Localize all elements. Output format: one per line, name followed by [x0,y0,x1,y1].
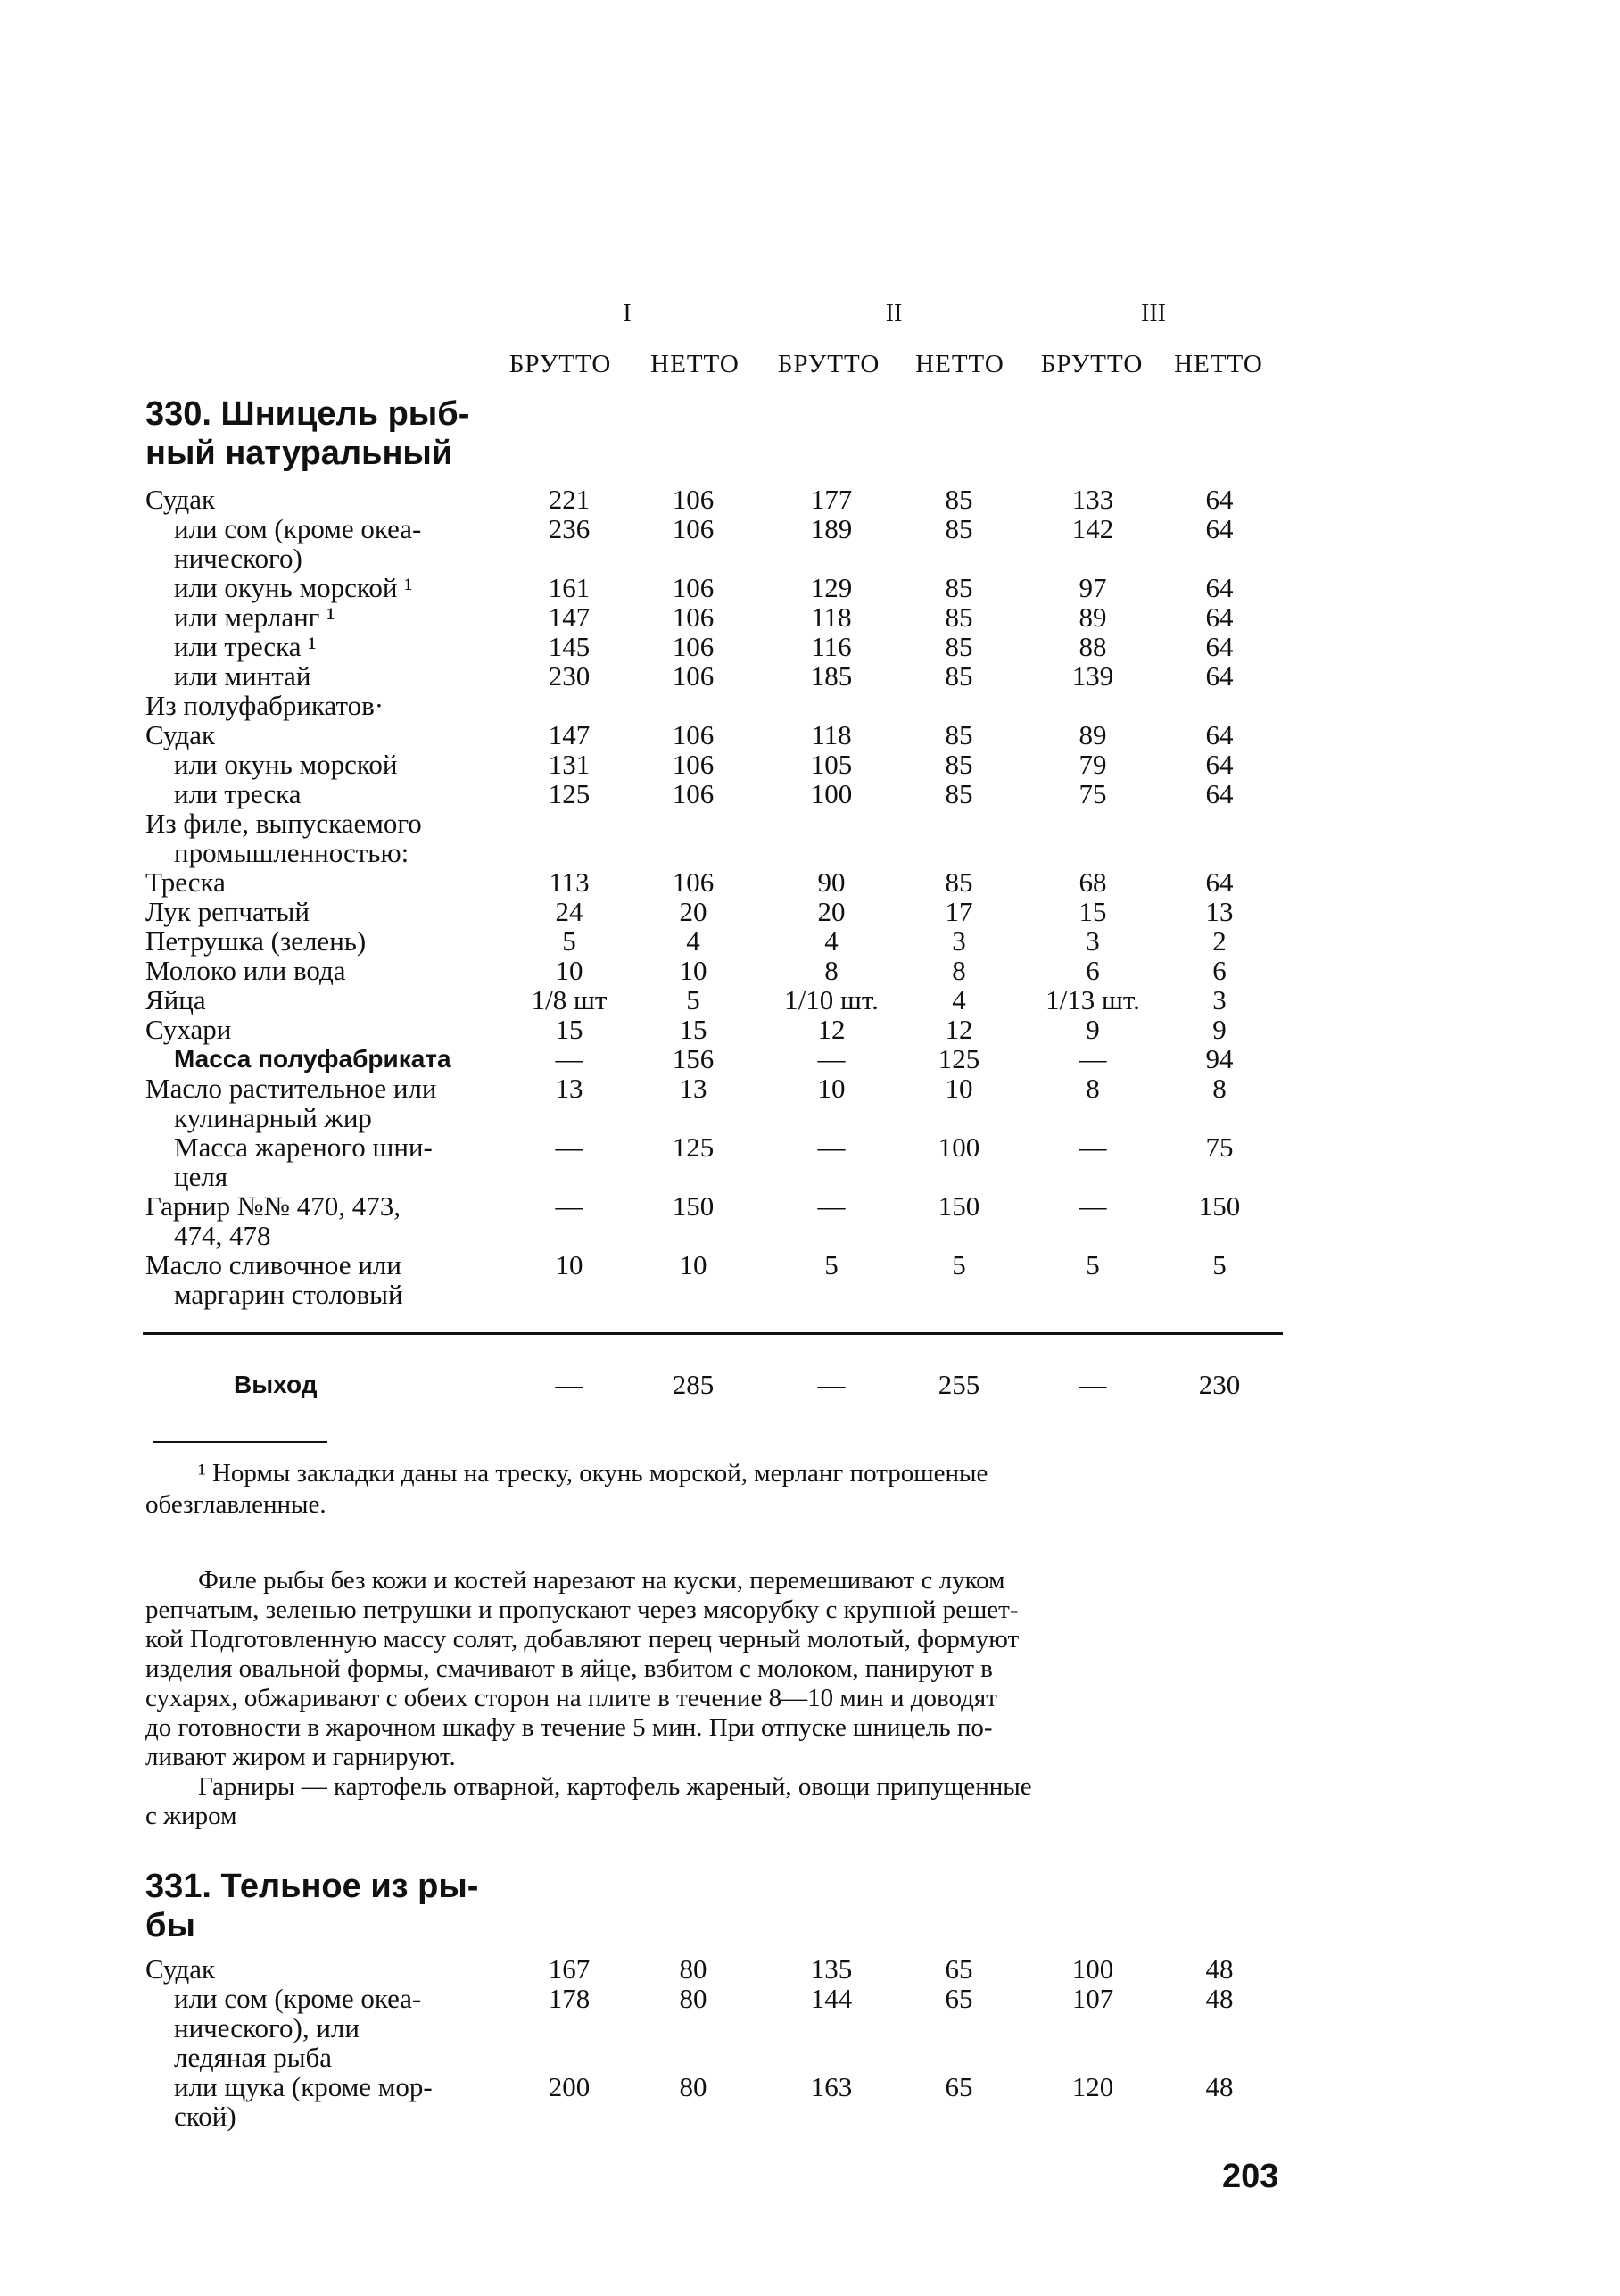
quantity-cell: 10 [679,1249,707,1281]
table-row [0,1015,1620,1044]
quantity-cell: 131 [548,749,591,780]
quantity-cell: 100 [938,1131,980,1163]
table-row [0,750,1620,779]
quantity-cell: 64 [1205,866,1234,898]
quantity-cell: 118 [811,601,852,633]
ingredient-label: Из филе, выпускаемого [145,808,422,839]
quantity-cell: 120 [1071,2071,1114,2102]
quantity-cell: 145 [548,631,591,662]
quantity-cell: 88 [1079,631,1107,662]
quantity-cell: 85 [945,513,973,544]
quantity-cell: 15 [679,1014,707,1045]
quantity-cell: 133 [1071,484,1114,515]
ingredient-label: Петрушка (зелень) [145,925,367,957]
quantity-cell: 150 [938,1190,980,1222]
quantity-cell: — [1079,1131,1107,1163]
quantity-cell: 64 [1205,572,1234,603]
ingredient-label: промышленностью: [174,837,409,868]
ingredient-label: Из полуфабрикатов· [145,690,384,721]
quantity-cell: 150 [1198,1190,1241,1222]
quantity-cell: 178 [548,1983,591,2014]
method-line: сухарях, обжаривают с обеих сторон на плите в течение 8—10 мин и доводят [145,1684,997,1712]
group-header-1: I [623,300,632,327]
quantity-cell: 230 [548,660,591,692]
quantity-cell: 10 [817,1073,846,1104]
quantity-cell: 5 [952,1249,966,1281]
quantity-cell: 48 [1205,2071,1234,2102]
ingredient-label: нического), или [174,2012,360,2043]
quantity-cell: 8 [952,955,966,986]
ingredient-label: Молоко или вода [145,955,346,986]
col-header-netto-3: НЕТТО [1174,350,1263,378]
footnote-rule [153,1441,327,1443]
quantity-cell: 156 [672,1043,715,1074]
quantity-cell: 12 [945,1014,973,1045]
yield-value: 285 [672,1369,715,1400]
table-row [0,1132,1620,1191]
quantity-cell: — [817,1043,846,1074]
quantity-cell: 20 [817,896,846,927]
table-row [0,1073,1620,1132]
quantity-cell: 125 [672,1131,715,1163]
quantity-cell: 24 [555,896,583,927]
recipe-331-title-line1: 331. Тельное из ры- [145,1868,479,1905]
yield-value: 255 [938,1369,980,1400]
footnote-line: ¹ Нормы закладки даны на треску, окунь морской, мерланг потрошеные [198,1459,988,1488]
quantity-cell: 1/13 шт. [1046,984,1140,1015]
quantity-cell: 85 [945,778,973,809]
col-header-brutto-2: БРУТТО [777,350,880,378]
table-row [0,485,1620,514]
quantity-cell: 85 [945,601,973,633]
quantity-cell: 5 [1212,1249,1227,1281]
ingredient-label: кулинарный жир [174,1102,372,1133]
table-row [0,956,1620,985]
quantity-cell: 167 [548,1953,591,1985]
ingredient-label: Судак [145,719,216,750]
quantity-cell: 64 [1205,601,1234,633]
quantity-cell: 15 [555,1014,583,1045]
quantity-cell: 4 [824,925,839,957]
table-row [0,1250,1620,1309]
quantity-cell: 1/10 шт. [784,984,879,1015]
quantity-cell: 106 [672,513,715,544]
method-line: репчатым, зеленью петрушки и пропускают через мясорубку с крупной решет- [145,1596,1019,1624]
quantity-cell: 129 [810,572,853,603]
ingredient-label: или сом (кроме океа- [174,1983,422,2014]
quantity-cell: — [1079,1043,1107,1074]
quantity-cell: 221 [548,484,591,515]
group-header-2: II [885,300,903,327]
quantity-cell: 85 [945,572,973,603]
quantity-cell: 89 [1079,719,1107,750]
col-header-brutto-1: БРУТТО [508,350,612,378]
col-header-brutto-3: БРУТТО [1040,350,1144,378]
table-row [0,573,1620,602]
quantity-cell: 4 [686,925,700,957]
quantity-cell: 85 [945,719,973,750]
method-line: изделия овальной формы, смачивают в яйце, взбитом с молоком, панируют в [145,1654,993,1683]
quantity-cell: 106 [672,866,715,898]
quantity-cell: 65 [945,1953,973,1985]
quantity-cell: 105 [810,749,853,780]
quantity-cell: 68 [1079,866,1107,898]
quantity-cell: 5 [686,984,700,1015]
quantity-cell: 142 [1071,513,1114,544]
yield-value: — [1079,1369,1107,1400]
ingredient-label: или треска [174,778,302,809]
quantity-cell: 100 [1071,1953,1114,1985]
ingredient-label: Гарнир №№ 470, 473, [145,1190,401,1222]
col-header-netto-2: НЕТТО [915,350,1004,378]
quantity-cell: 1/8 шт [531,984,608,1015]
quantity-cell: 94 [1205,1043,1234,1074]
quantity-cell: 5 [562,925,576,957]
quantity-cell: 20 [679,896,707,927]
recipe-331-title-line2: бы [145,1907,195,1944]
ingredient-label: Треска [145,866,226,898]
quantity-cell: 113 [549,866,590,898]
quantity-cell: 10 [555,955,583,986]
yield-label: Выход [234,1371,318,1398]
quantity-cell: 80 [679,1953,707,1985]
quantity-cell: 4 [952,984,966,1015]
quantity-cell: 97 [1079,572,1107,603]
quantity-cell: 12 [817,1014,846,1045]
table-bottom-rule [143,1332,1283,1335]
yield-row [0,1370,1620,1399]
ingredient-label: Судак [145,484,216,515]
quantity-cell: 75 [1079,778,1107,809]
quantity-cell: 10 [679,955,707,986]
quantity-cell: 106 [672,660,715,692]
quantity-cell: 135 [810,1953,853,1985]
quantity-cell: 161 [548,572,591,603]
quantity-cell: 147 [548,601,591,633]
quantity-cell: 64 [1205,749,1234,780]
method-line: ливают жиром и гарнируют. [145,1743,456,1771]
ingredient-label: или минтай [174,660,311,692]
quantity-cell: — [555,1190,583,1222]
table-row [0,1984,1620,2072]
ingredient-label: Масло сливочное или [145,1249,401,1281]
table-row [0,985,1620,1015]
quantity-cell: 13 [555,1073,583,1104]
quantity-cell: 106 [672,631,715,662]
quantity-cell: 13 [1205,896,1234,927]
table-row [0,926,1620,956]
ingredient-label: Масса жареного шни- [174,1131,433,1163]
quantity-cell: — [555,1043,583,1074]
ingredient-label: нического) [174,543,302,574]
table-row [0,1044,1620,1073]
quantity-cell: 64 [1205,719,1234,750]
quantity-cell: 177 [810,484,853,515]
quantity-cell: — [1079,1190,1107,1222]
quantity-cell: 79 [1079,749,1107,780]
quantity-cell: 75 [1205,1131,1234,1163]
quantity-cell: 144 [810,1983,853,2014]
quantity-cell: 85 [945,631,973,662]
quantity-cell: 3 [1212,984,1227,1015]
ingredient-label: маргарин столовый [174,1279,403,1310]
quantity-cell: 8 [824,955,839,986]
quantity-cell: 163 [810,2071,853,2102]
ingredient-label: или окунь морской ¹ [174,572,413,603]
quantity-cell: 65 [945,1983,973,2014]
quantity-cell: 106 [672,778,715,809]
footnote-line: обезглавленные. [145,1490,326,1519]
table-row [0,691,1620,720]
table-row [0,661,1620,691]
page-number: 203 [1222,2158,1279,2195]
ingredient-label: 474, 478 [174,1220,271,1251]
quantity-cell: 10 [555,1249,583,1281]
quantity-cell: 107 [1071,1983,1114,2014]
ingredient-label: или треска ¹ [174,631,317,662]
quantity-cell: 200 [548,2071,591,2102]
quantity-cell: 90 [817,866,846,898]
ingredient-label: Яйца [145,984,206,1015]
table-row [0,897,1620,926]
quantity-cell: 65 [945,2071,973,2102]
quantity-cell: 80 [679,1983,707,2014]
ingredient-label: Масло растительное или [145,1073,437,1104]
table-row [0,1954,1620,1984]
quantity-cell: 15 [1079,896,1107,927]
ingredient-label: или окунь морской [174,749,398,780]
table-row [0,514,1620,573]
quantity-cell: 3 [952,925,966,957]
quantity-cell: 6 [1212,955,1227,986]
table-row [0,632,1620,661]
ingredient-label: или мерланг ¹ [174,601,335,633]
quantity-cell: 5 [1086,1249,1100,1281]
quantity-cell: 64 [1205,660,1234,692]
ingredient-label: ской) [174,2101,236,2132]
quantity-cell: 106 [672,601,715,633]
quantity-cell: 185 [810,660,853,692]
quantity-cell: 48 [1205,1953,1234,1985]
quantity-cell: 10 [945,1073,973,1104]
method-line: кой Подготовленную массу солят, добавляют перец черный молотый, формуют [145,1625,1020,1654]
ingredient-label: Судак [145,1953,216,1985]
table-row [0,808,1620,867]
quantity-cell: 106 [672,484,715,515]
recipe-330-title-line1: 330. Шницель рыб- [145,395,470,433]
quantity-cell: 9 [1212,1014,1227,1045]
quantity-cell: 118 [811,719,852,750]
table-row [0,720,1620,750]
table-row [0,2072,1620,2131]
ingredient-label: Масса полуфабриката [174,1045,451,1073]
yield-value: — [817,1369,846,1400]
quantity-cell: 64 [1205,631,1234,662]
ingredient-label: или сом (кроме океа- [174,513,422,544]
garnish-line: с жиром [145,1802,237,1830]
quantity-cell: — [817,1131,846,1163]
quantity-cell: 85 [945,660,973,692]
quantity-cell: — [817,1190,846,1222]
quantity-cell: 106 [672,749,715,780]
yield-value: — [555,1369,583,1400]
quantity-cell: 150 [672,1190,715,1222]
ingredient-label: Лук репчатый [145,896,310,927]
quantity-cell: 8 [1212,1073,1227,1104]
quantity-cell: 9 [1086,1014,1100,1045]
ingredient-label: целя [174,1161,228,1192]
quantity-cell: 100 [810,778,853,809]
table-row [0,779,1620,808]
quantity-cell: 48 [1205,1983,1234,2014]
quantity-cell: 189 [810,513,853,544]
quantity-cell: 64 [1205,778,1234,809]
quantity-cell: 116 [811,631,852,662]
quantity-cell: 3 [1086,925,1100,957]
recipe-330-title-line2: ный натуральный [145,435,453,472]
quantity-cell: 13 [679,1073,707,1104]
quantity-cell: 64 [1205,484,1234,515]
quantity-cell: 85 [945,484,973,515]
quantity-cell: 6 [1086,955,1100,986]
quantity-cell: 5 [824,1249,839,1281]
table-row [0,602,1620,632]
quantity-cell: 106 [672,719,715,750]
quantity-cell: — [555,1131,583,1163]
table-row [0,867,1620,897]
quantity-cell: 17 [945,896,973,927]
table-row [0,1191,1620,1250]
quantity-cell: 8 [1086,1073,1100,1104]
method-line: Филе рыбы без кожи и костей нарезают на куски, перемешивают с луком [198,1566,1005,1595]
quantity-cell: 89 [1079,601,1107,633]
yield-value: 230 [1198,1369,1241,1400]
ingredient-label: ледяная рыба [174,2042,333,2073]
col-header-netto-1: НЕТТО [650,350,740,378]
quantity-cell: 106 [672,572,715,603]
ingredient-label: или щука (кроме мор- [174,2071,433,2102]
quantity-cell: 125 [548,778,591,809]
quantity-cell: 64 [1205,513,1234,544]
group-header-3: III [1141,300,1166,327]
quantity-cell: 236 [548,513,591,544]
quantity-cell: 2 [1212,925,1227,957]
quantity-cell: 80 [679,2071,707,2102]
quantity-cell: 147 [548,719,591,750]
quantity-cell: 125 [938,1043,980,1074]
garnish-line: Гарниры — картофель отварной, картофель жареный, овощи припущенные [198,1772,1032,1801]
ingredient-label: Сухари [145,1014,232,1045]
quantity-cell: 85 [945,866,973,898]
quantity-cell: 139 [1071,660,1114,692]
method-line: до готовности в жарочном шкафу в течение 5 мин. При отпуске шницель по- [145,1713,993,1742]
quantity-cell: 85 [945,749,973,780]
